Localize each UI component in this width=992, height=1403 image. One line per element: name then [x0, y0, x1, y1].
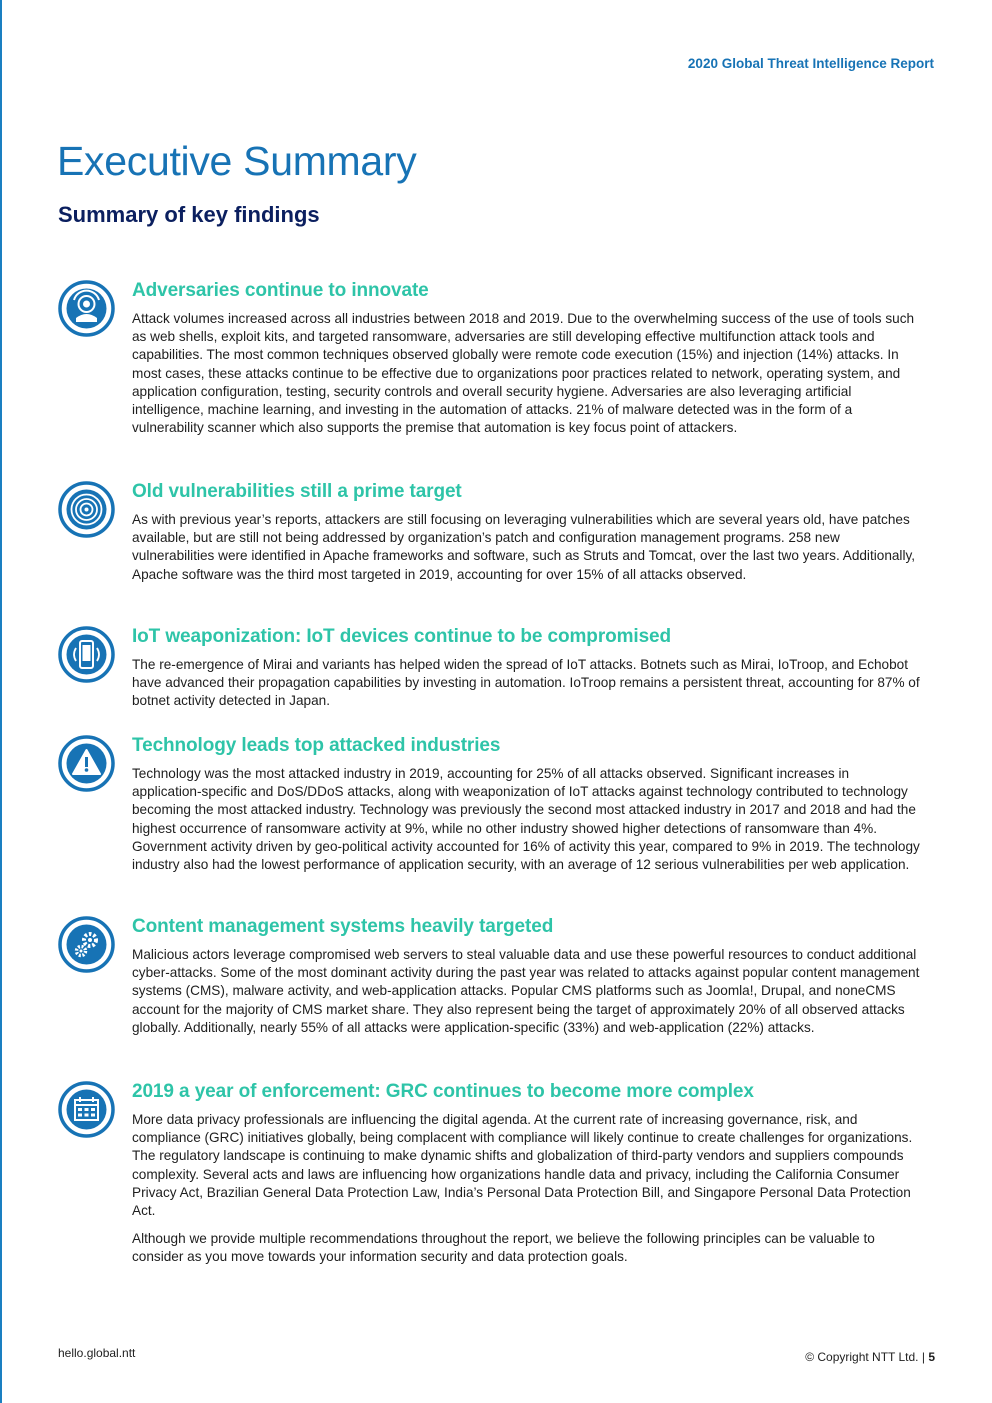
warning-icon: [58, 735, 115, 792]
finding-cms-targeted: [58, 916, 922, 1037]
finding-technology-industries: [58, 735, 922, 874]
finding-text: Technology was the most attacked industry in 2019, accounting for 25% of all attacks observed. Significant increases in application-specific and DoS/DDoS attacks, along with weaponization of IoT attacks against technology contributed to technology becoming the most attacked industry. Technology was previously the second most attacked industry in 2017 and 2018 and had the highest occurrence of ransomware activity at 9%, while no other industry showed higher detections of ransomware than 4%. Government activity driven by geo-political activity accounted for 16% of activity this year, compared to 9% in 2019. The technology industry also had the lowest performance of application security, with an average of 12 serious vulnerabilities per web application.: [132, 766, 920, 873]
finding-text: Attack volumes increased across all industries between 2018 and 2019. Due to the overwhelming success of the use of tools such as web shells, exploit kits, and targeted ransomware, adversaries are still developing effective multifunction attack tools and capabilities. The most common techniques observed globally were remote code execution (15%) and injection (14%) attacks. In most cases, these attacks continue to be effective due to organizations poor practices related to network, operating system, and application configuration, testing, security controls and overall security hygiene. Adversaries are also leveraging artificial intelligence, machine learning, and investing in the automation of attacks. 21% of malware detected was in the form of a vulnerability scanner which also supports the premise that automation is key focus point of attackers.: [132, 311, 915, 436]
gears-icon: [58, 916, 115, 973]
finding-iot-weaponization: [58, 626, 922, 711]
hacker-icon: [58, 280, 115, 337]
page-title: Executive Summary: [57, 138, 417, 184]
page-number: 5: [928, 1350, 935, 1364]
finding-title: Adversaries continue to innovate: [132, 280, 429, 301]
left-border-rule: [0, 0, 2, 1403]
finding-title: IoT weaponization: IoT devices continue to be compromised: [132, 626, 672, 647]
finding-title: Technology leads top attacked industries: [132, 735, 501, 756]
footer-copyright: [805, 1350, 935, 1364]
calendar-icon: [58, 1081, 115, 1138]
finding-title: Content management systems heavily targeted: [132, 916, 554, 937]
finding-text: As with previous year’s reports, attackers are still focusing on leveraging vulnerabilities which are several years old, have patches available, but are still not being addressed by organization’s patch and configuration management programs. 258 new vulnerabilities were identified in Apache frameworks and software, such as Struts and Tomcat, over the last two years. Additionally, Apache software was the third most targeted in 2019, accounting for over 15% of all attacks observed.: [132, 512, 916, 582]
finding-grc-enforcement: [58, 1081, 922, 1267]
finding-text: The re-emergence of Mirai and variants has helped widen the spread of IoT attacks. Botnets such as Mirai, IoTroop, and Echobot have advanced their propagation capabilities by investing in automation. IoTroop remains a persistent threat, accounting for 87% of botnet activity detected in Japan.: [132, 657, 920, 709]
finding-adversaries: [58, 280, 922, 437]
finding-text: Malicious actors leverage compromised web servers to steal valuable data and use these powerful resources to conduct additional cyber-attacks. Some of the most dominant activity during the past year was related to attacks against popular content management systems (CMS), malware activity, and web-application attacks. Popular CMS platforms such as Joomla!, Drupal, and noneCMS account for the majority of CMS market share. They also represent being the target of approximately 20% of all observed attacks globally. Additionally, nearly 55% of all attacks were application-specific (33%) and web-application (22%) attacks.: [132, 947, 920, 1035]
finding-text-2: Although we provide multiple recommendations throughout the report, we believe the following principles can be valuable to consider as you move towards your information security and data protection goals.: [132, 1231, 875, 1265]
finding-title: Old vulnerabilities still a prime target: [132, 481, 462, 502]
finding-text: More data privacy professionals are influencing the digital agenda. At the current rate of increasing governance, risk, and compliance (GRC) initiatives globally, being complacent with compliance will likely continue to create challenges for organizations. The regulatory landscape is continuing to make dynamic shifts and globalization of third-party vendors and suppliers compounds complexity. Several acts and laws are influencing how organizations handle data and privacy, including the California Consumer Privacy Act, Brazilian General Data Protection Law, India’s Personal Data Protection Bill, and Singapore Personal Data Protection Act.: [132, 1112, 913, 1219]
report-title: 2020 Global Threat Intelligence Report: [687, 56, 934, 71]
section-subtitle: Summary of key findings: [58, 202, 320, 227]
target-icon: [58, 481, 115, 538]
finding-old-vulnerabilities: [58, 481, 922, 584]
finding-title: 2019 a year of enforcement: GRC continues to become more complex: [132, 1081, 754, 1102]
iot-device-icon: [58, 626, 115, 683]
footer-website: hello.global.ntt: [58, 1346, 136, 1360]
copyright-text: © Copyright NTT Ltd. |: [805, 1350, 925, 1364]
